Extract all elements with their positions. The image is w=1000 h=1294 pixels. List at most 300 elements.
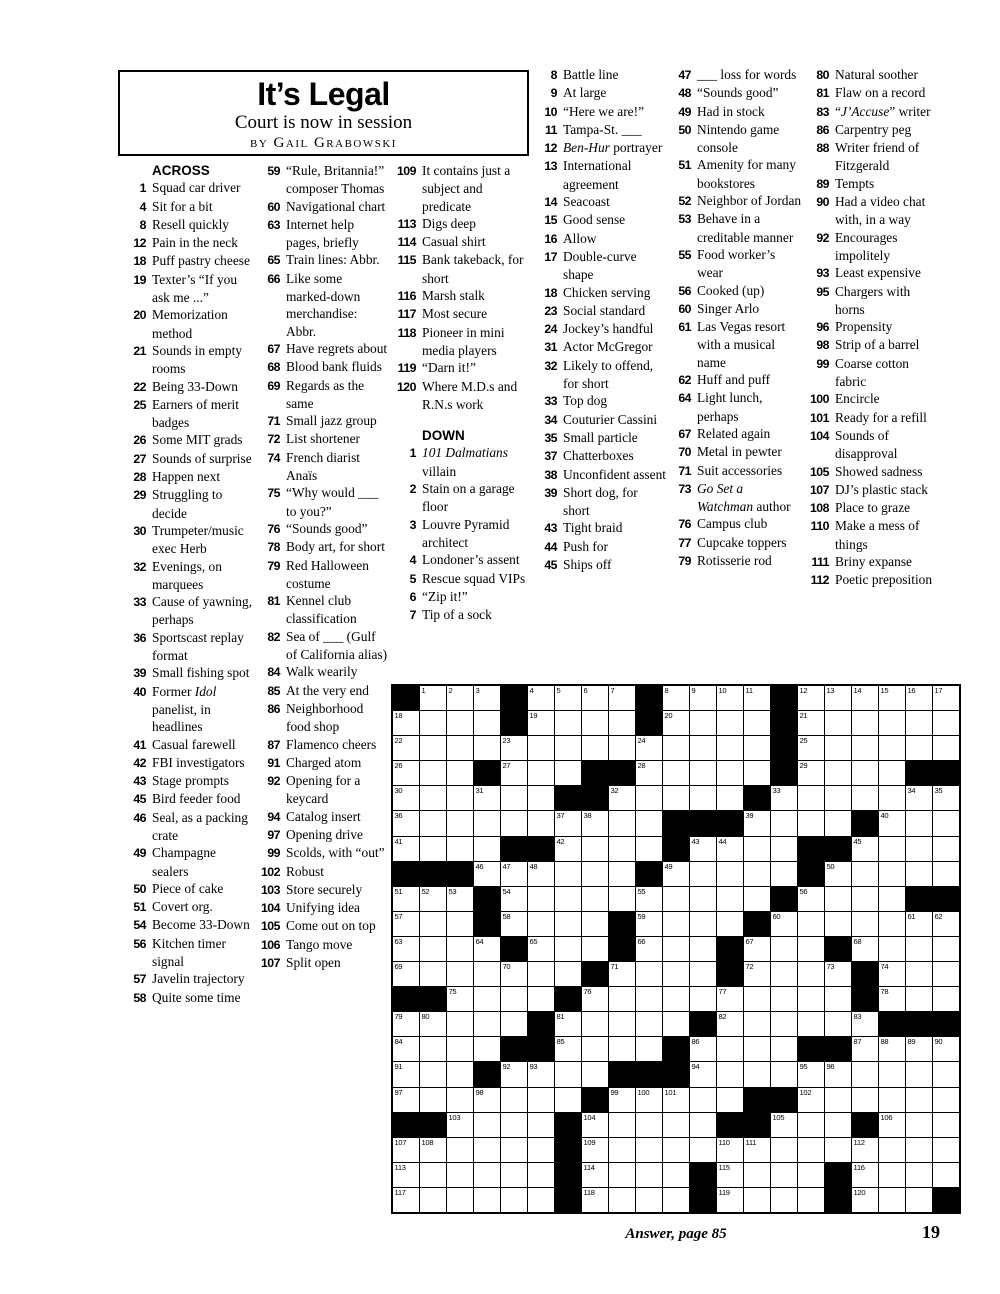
grid-cell[interactable]: [447, 1037, 473, 1061]
grid-cell[interactable]: [582, 736, 608, 760]
grid-cell[interactable]: [771, 1188, 797, 1212]
grid-cell[interactable]: [636, 887, 662, 911]
grid-cell[interactable]: [771, 786, 797, 810]
grid-cell[interactable]: [771, 987, 797, 1011]
grid-cell[interactable]: [690, 1113, 716, 1137]
grid-cell[interactable]: [879, 987, 905, 1011]
grid-cell[interactable]: [447, 1188, 473, 1212]
grid-cell[interactable]: [393, 1088, 419, 1112]
grid-cell[interactable]: [663, 987, 689, 1011]
grid-cell[interactable]: [771, 1138, 797, 1162]
grid-cell[interactable]: [582, 862, 608, 886]
grid-cell[interactable]: [906, 1163, 932, 1187]
grid-cell[interactable]: [636, 761, 662, 785]
grid-cell[interactable]: [582, 1163, 608, 1187]
grid-cell[interactable]: [528, 1088, 554, 1112]
grid-cell[interactable]: [771, 1037, 797, 1061]
grid-cell[interactable]: [609, 1138, 635, 1162]
grid-cell[interactable]: [906, 1088, 932, 1112]
grid-cell[interactable]: [474, 786, 500, 810]
grid-cell[interactable]: [636, 1163, 662, 1187]
grid-cell[interactable]: [933, 811, 959, 835]
grid-cell[interactable]: [663, 786, 689, 810]
grid-cell[interactable]: [609, 962, 635, 986]
grid-cell[interactable]: [636, 987, 662, 1011]
grid-cell[interactable]: [690, 862, 716, 886]
grid-cell[interactable]: [393, 887, 419, 911]
grid-cell[interactable]: [393, 1163, 419, 1187]
grid-cell[interactable]: [447, 837, 473, 861]
grid-cell[interactable]: [582, 887, 608, 911]
grid-cell[interactable]: [933, 862, 959, 886]
grid-cell[interactable]: [636, 1138, 662, 1162]
grid-cell[interactable]: [798, 1113, 824, 1137]
grid-cell[interactable]: [906, 1062, 932, 1086]
grid-cell[interactable]: [825, 987, 851, 1011]
grid-cell[interactable]: [447, 811, 473, 835]
grid-cell[interactable]: [582, 1062, 608, 1086]
grid-cell[interactable]: [447, 686, 473, 710]
grid-cell[interactable]: [933, 1113, 959, 1137]
grid-cell[interactable]: [555, 837, 581, 861]
grid-cell[interactable]: [663, 1012, 689, 1036]
grid-cell[interactable]: [636, 1113, 662, 1137]
grid-cell[interactable]: [501, 912, 527, 936]
grid-cell[interactable]: [798, 1138, 824, 1162]
grid-cell[interactable]: [717, 1088, 743, 1112]
grid-cell[interactable]: [555, 1012, 581, 1036]
grid-cell[interactable]: [690, 786, 716, 810]
grid-cell[interactable]: [906, 912, 932, 936]
grid-cell[interactable]: [393, 761, 419, 785]
grid-cell[interactable]: [717, 1138, 743, 1162]
grid-cell[interactable]: [609, 987, 635, 1011]
grid-cell[interactable]: [879, 1188, 905, 1212]
grid-cell[interactable]: [933, 686, 959, 710]
grid-cell[interactable]: [501, 887, 527, 911]
grid-cell[interactable]: [879, 736, 905, 760]
grid-cell[interactable]: [825, 1113, 851, 1137]
grid-cell[interactable]: [906, 1037, 932, 1061]
grid-cell[interactable]: [771, 962, 797, 986]
grid-cell[interactable]: [501, 1113, 527, 1137]
grid-cell[interactable]: [744, 962, 770, 986]
grid-cell[interactable]: [798, 937, 824, 961]
grid-cell[interactable]: [609, 1012, 635, 1036]
grid-cell[interactable]: [663, 937, 689, 961]
grid-cell[interactable]: [825, 1088, 851, 1112]
grid-cell[interactable]: [555, 962, 581, 986]
grid-cell[interactable]: [528, 912, 554, 936]
grid-cell[interactable]: [825, 761, 851, 785]
grid-cell[interactable]: [528, 711, 554, 735]
grid-cell[interactable]: [528, 937, 554, 961]
grid-cell[interactable]: [744, 1138, 770, 1162]
grid-cell[interactable]: [852, 686, 878, 710]
grid-cell[interactable]: [501, 987, 527, 1011]
grid-cell[interactable]: [501, 811, 527, 835]
grid-cell[interactable]: [933, 1088, 959, 1112]
grid-cell[interactable]: [690, 1037, 716, 1061]
grid-cell[interactable]: [555, 937, 581, 961]
grid-cell[interactable]: [690, 736, 716, 760]
grid-cell[interactable]: [393, 1188, 419, 1212]
grid-cell[interactable]: [825, 786, 851, 810]
grid-cell[interactable]: [717, 987, 743, 1011]
grid-cell[interactable]: [528, 987, 554, 1011]
grid-cell[interactable]: [879, 1037, 905, 1061]
grid-cell[interactable]: [690, 1138, 716, 1162]
grid-cell[interactable]: [744, 887, 770, 911]
grid-cell[interactable]: [474, 962, 500, 986]
grid-cell[interactable]: [582, 987, 608, 1011]
grid-cell[interactable]: [663, 761, 689, 785]
grid-cell[interactable]: [528, 1113, 554, 1137]
grid-cell[interactable]: [744, 1163, 770, 1187]
grid-cell[interactable]: [474, 1037, 500, 1061]
grid-cell[interactable]: [609, 887, 635, 911]
grid-cell[interactable]: [879, 811, 905, 835]
grid-cell[interactable]: [447, 962, 473, 986]
grid-cell[interactable]: [717, 1062, 743, 1086]
grid-cell[interactable]: [690, 686, 716, 710]
grid-cell[interactable]: [663, 1188, 689, 1212]
grid-cell[interactable]: [906, 711, 932, 735]
grid-cell[interactable]: [474, 937, 500, 961]
grid-cell[interactable]: [933, 962, 959, 986]
grid-cell[interactable]: [906, 837, 932, 861]
grid-cell[interactable]: [582, 912, 608, 936]
grid-cell[interactable]: [933, 736, 959, 760]
grid-cell[interactable]: [420, 811, 446, 835]
grid-cell[interactable]: [933, 1037, 959, 1061]
grid-cell[interactable]: [798, 1012, 824, 1036]
grid-cell[interactable]: [582, 1138, 608, 1162]
grid-cell[interactable]: [636, 736, 662, 760]
grid-cell[interactable]: [501, 1012, 527, 1036]
grid-cell[interactable]: [447, 1113, 473, 1137]
grid-cell[interactable]: [852, 1138, 878, 1162]
grid-cell[interactable]: [609, 686, 635, 710]
grid-cell[interactable]: [609, 1188, 635, 1212]
grid-cell[interactable]: [798, 987, 824, 1011]
grid-cell[interactable]: [528, 736, 554, 760]
grid-cell[interactable]: [447, 761, 473, 785]
grid-cell[interactable]: [636, 1188, 662, 1212]
grid-cell[interactable]: [474, 1088, 500, 1112]
grid-cell[interactable]: [609, 837, 635, 861]
grid-cell[interactable]: [474, 1012, 500, 1036]
grid-cell[interactable]: [663, 862, 689, 886]
grid-cell[interactable]: [663, 711, 689, 735]
grid-cell[interactable]: [474, 736, 500, 760]
grid-cell[interactable]: [636, 962, 662, 986]
grid-cell[interactable]: [420, 711, 446, 735]
grid-cell[interactable]: [582, 811, 608, 835]
grid-cell[interactable]: [744, 711, 770, 735]
grid-cell[interactable]: [852, 1188, 878, 1212]
grid-cell[interactable]: [420, 837, 446, 861]
grid-cell[interactable]: [582, 1113, 608, 1137]
grid-cell[interactable]: [501, 761, 527, 785]
grid-cell[interactable]: [879, 711, 905, 735]
grid-cell[interactable]: [474, 686, 500, 710]
grid-cell[interactable]: [690, 912, 716, 936]
grid-cell[interactable]: [393, 1062, 419, 1086]
grid-cell[interactable]: [690, 937, 716, 961]
grid-cell[interactable]: [879, 761, 905, 785]
grid-cell[interactable]: [933, 937, 959, 961]
grid-cell[interactable]: [420, 887, 446, 911]
grid-cell[interactable]: [906, 862, 932, 886]
grid-cell[interactable]: [798, 786, 824, 810]
grid-cell[interactable]: [852, 937, 878, 961]
grid-cell[interactable]: [798, 686, 824, 710]
grid-cell[interactable]: [447, 987, 473, 1011]
grid-cell[interactable]: [825, 912, 851, 936]
grid-cell[interactable]: [528, 887, 554, 911]
grid-cell[interactable]: [393, 811, 419, 835]
grid-cell[interactable]: [420, 736, 446, 760]
grid-cell[interactable]: [393, 711, 419, 735]
grid-cell[interactable]: [663, 962, 689, 986]
grid-cell[interactable]: [744, 686, 770, 710]
grid-cell[interactable]: [879, 1088, 905, 1112]
grid-cell[interactable]: [609, 1088, 635, 1112]
grid-cell[interactable]: [879, 862, 905, 886]
grid-cell[interactable]: [906, 686, 932, 710]
grid-cell[interactable]: [933, 912, 959, 936]
grid-cell[interactable]: [879, 1062, 905, 1086]
grid-cell[interactable]: [393, 937, 419, 961]
grid-cell[interactable]: [717, 736, 743, 760]
grid-cell[interactable]: [798, 761, 824, 785]
grid-cell[interactable]: [906, 1113, 932, 1137]
grid-cell[interactable]: [447, 1012, 473, 1036]
grid-cell[interactable]: [717, 761, 743, 785]
grid-cell[interactable]: [825, 1062, 851, 1086]
grid-cell[interactable]: [852, 761, 878, 785]
grid-cell[interactable]: [609, 736, 635, 760]
grid-cell[interactable]: [906, 962, 932, 986]
grid-cell[interactable]: [582, 1012, 608, 1036]
grid-cell[interactable]: [879, 686, 905, 710]
grid-cell[interactable]: [717, 711, 743, 735]
grid-cell[interactable]: [663, 887, 689, 911]
grid-cell[interactable]: [933, 1138, 959, 1162]
grid-cell[interactable]: [906, 1138, 932, 1162]
grid-cell[interactable]: [690, 711, 716, 735]
grid-cell[interactable]: [933, 1062, 959, 1086]
grid-cell[interactable]: [717, 912, 743, 936]
grid-cell[interactable]: [771, 1113, 797, 1137]
grid-cell[interactable]: [852, 736, 878, 760]
grid-cell[interactable]: [798, 1088, 824, 1112]
grid-cell[interactable]: [636, 937, 662, 961]
grid-cell[interactable]: [528, 962, 554, 986]
grid-cell[interactable]: [744, 837, 770, 861]
grid-cell[interactable]: [771, 1062, 797, 1086]
grid-cell[interactable]: [852, 1163, 878, 1187]
grid-cell[interactable]: [879, 1138, 905, 1162]
grid-cell[interactable]: [663, 686, 689, 710]
grid-cell[interactable]: [933, 786, 959, 810]
grid-cell[interactable]: [420, 937, 446, 961]
grid-cell[interactable]: [663, 736, 689, 760]
grid-cell[interactable]: [879, 887, 905, 911]
grid-cell[interactable]: [798, 887, 824, 911]
grid-cell[interactable]: [447, 912, 473, 936]
grid-cell[interactable]: [528, 862, 554, 886]
grid-cell[interactable]: [582, 837, 608, 861]
grid-cell[interactable]: [582, 937, 608, 961]
grid-cell[interactable]: [501, 786, 527, 810]
grid-cell[interactable]: [528, 686, 554, 710]
grid-cell[interactable]: [555, 862, 581, 886]
grid-cell[interactable]: [771, 1012, 797, 1036]
grid-cell[interactable]: [825, 736, 851, 760]
grid-cell[interactable]: [798, 1062, 824, 1086]
grid-cell[interactable]: [717, 686, 743, 710]
grid-cell[interactable]: [852, 912, 878, 936]
grid-cell[interactable]: [852, 837, 878, 861]
grid-cell[interactable]: [393, 962, 419, 986]
grid-cell[interactable]: [420, 686, 446, 710]
grid-cell[interactable]: [474, 1188, 500, 1212]
grid-cell[interactable]: [798, 811, 824, 835]
grid-cell[interactable]: [447, 887, 473, 911]
grid-cell[interactable]: [555, 1088, 581, 1112]
grid-cell[interactable]: [555, 912, 581, 936]
grid-cell[interactable]: [771, 937, 797, 961]
grid-cell[interactable]: [447, 1138, 473, 1162]
grid-cell[interactable]: [474, 711, 500, 735]
grid-cell[interactable]: [717, 1012, 743, 1036]
grid-cell[interactable]: [906, 1188, 932, 1212]
grid-cell[interactable]: [690, 1062, 716, 1086]
grid-cell[interactable]: [771, 912, 797, 936]
grid-cell[interactable]: [798, 1188, 824, 1212]
grid-cell[interactable]: [501, 736, 527, 760]
grid-cell[interactable]: [420, 1163, 446, 1187]
grid-cell[interactable]: [393, 912, 419, 936]
grid-cell[interactable]: [825, 1012, 851, 1036]
grid-cell[interactable]: [582, 1037, 608, 1061]
grid-cell[interactable]: [447, 1088, 473, 1112]
grid-cell[interactable]: [852, 862, 878, 886]
grid-cell[interactable]: [852, 1012, 878, 1036]
grid-cell[interactable]: [501, 1188, 527, 1212]
grid-cell[interactable]: [933, 987, 959, 1011]
grid-cell[interactable]: [798, 1163, 824, 1187]
grid-cell[interactable]: [798, 736, 824, 760]
grid-cell[interactable]: [474, 837, 500, 861]
grid-cell[interactable]: [717, 837, 743, 861]
grid-cell[interactable]: [825, 711, 851, 735]
grid-cell[interactable]: [852, 711, 878, 735]
grid-cell[interactable]: [609, 1113, 635, 1137]
grid-cell[interactable]: [717, 1163, 743, 1187]
grid-cell[interactable]: [771, 811, 797, 835]
grid-cell[interactable]: [393, 786, 419, 810]
grid-cell[interactable]: [528, 811, 554, 835]
grid-cell[interactable]: [906, 736, 932, 760]
grid-cell[interactable]: [393, 736, 419, 760]
grid-cell[interactable]: [393, 1012, 419, 1036]
grid-cell[interactable]: [528, 786, 554, 810]
grid-cell[interactable]: [879, 837, 905, 861]
grid-cell[interactable]: [420, 912, 446, 936]
grid-cell[interactable]: [609, 862, 635, 886]
grid-cell[interactable]: [474, 1138, 500, 1162]
grid-cell[interactable]: [474, 987, 500, 1011]
grid-cell[interactable]: [906, 811, 932, 835]
grid-cell[interactable]: [447, 711, 473, 735]
grid-cell[interactable]: [744, 761, 770, 785]
grid-cell[interactable]: [879, 912, 905, 936]
grid-cell[interactable]: [555, 1037, 581, 1061]
grid-cell[interactable]: [798, 711, 824, 735]
grid-cell[interactable]: [906, 987, 932, 1011]
grid-cell[interactable]: [474, 862, 500, 886]
grid-cell[interactable]: [555, 887, 581, 911]
grid-cell[interactable]: [528, 1138, 554, 1162]
grid-cell[interactable]: [636, 811, 662, 835]
grid-cell[interactable]: [744, 1012, 770, 1036]
grid-cell[interactable]: [528, 761, 554, 785]
grid-cell[interactable]: [690, 987, 716, 1011]
grid-cell[interactable]: [933, 1163, 959, 1187]
grid-cell[interactable]: [744, 1188, 770, 1212]
grid-cell[interactable]: [744, 1062, 770, 1086]
grid-cell[interactable]: [447, 736, 473, 760]
grid-cell[interactable]: [879, 1113, 905, 1137]
grid-cell[interactable]: [420, 1138, 446, 1162]
grid-cell[interactable]: [555, 736, 581, 760]
grid-cell[interactable]: [663, 1113, 689, 1137]
grid-cell[interactable]: [852, 1088, 878, 1112]
grid-cell[interactable]: [447, 1163, 473, 1187]
grid-cell[interactable]: [852, 786, 878, 810]
grid-cell[interactable]: [744, 987, 770, 1011]
grid-cell[interactable]: [771, 1163, 797, 1187]
grid-cell[interactable]: [501, 1163, 527, 1187]
grid-cell[interactable]: [636, 837, 662, 861]
grid-cell[interactable]: [663, 912, 689, 936]
grid-cell[interactable]: [636, 1037, 662, 1061]
grid-cell[interactable]: [744, 862, 770, 886]
grid-cell[interactable]: [933, 837, 959, 861]
grid-cell[interactable]: [690, 887, 716, 911]
grid-cell[interactable]: [420, 1037, 446, 1061]
grid-cell[interactable]: [690, 761, 716, 785]
grid-cell[interactable]: [609, 711, 635, 735]
grid-cell[interactable]: [420, 1088, 446, 1112]
grid-cell[interactable]: [825, 811, 851, 835]
grid-cell[interactable]: [852, 887, 878, 911]
grid-cell[interactable]: [609, 811, 635, 835]
grid-cell[interactable]: [528, 1163, 554, 1187]
grid-cell[interactable]: [582, 686, 608, 710]
grid-cell[interactable]: [717, 862, 743, 886]
grid-cell[interactable]: [636, 1012, 662, 1036]
grid-cell[interactable]: [825, 686, 851, 710]
grid-cell[interactable]: [690, 837, 716, 861]
grid-cell[interactable]: [447, 937, 473, 961]
grid-cell[interactable]: [501, 1088, 527, 1112]
grid-cell[interactable]: [825, 1138, 851, 1162]
grid-cell[interactable]: [501, 1062, 527, 1086]
